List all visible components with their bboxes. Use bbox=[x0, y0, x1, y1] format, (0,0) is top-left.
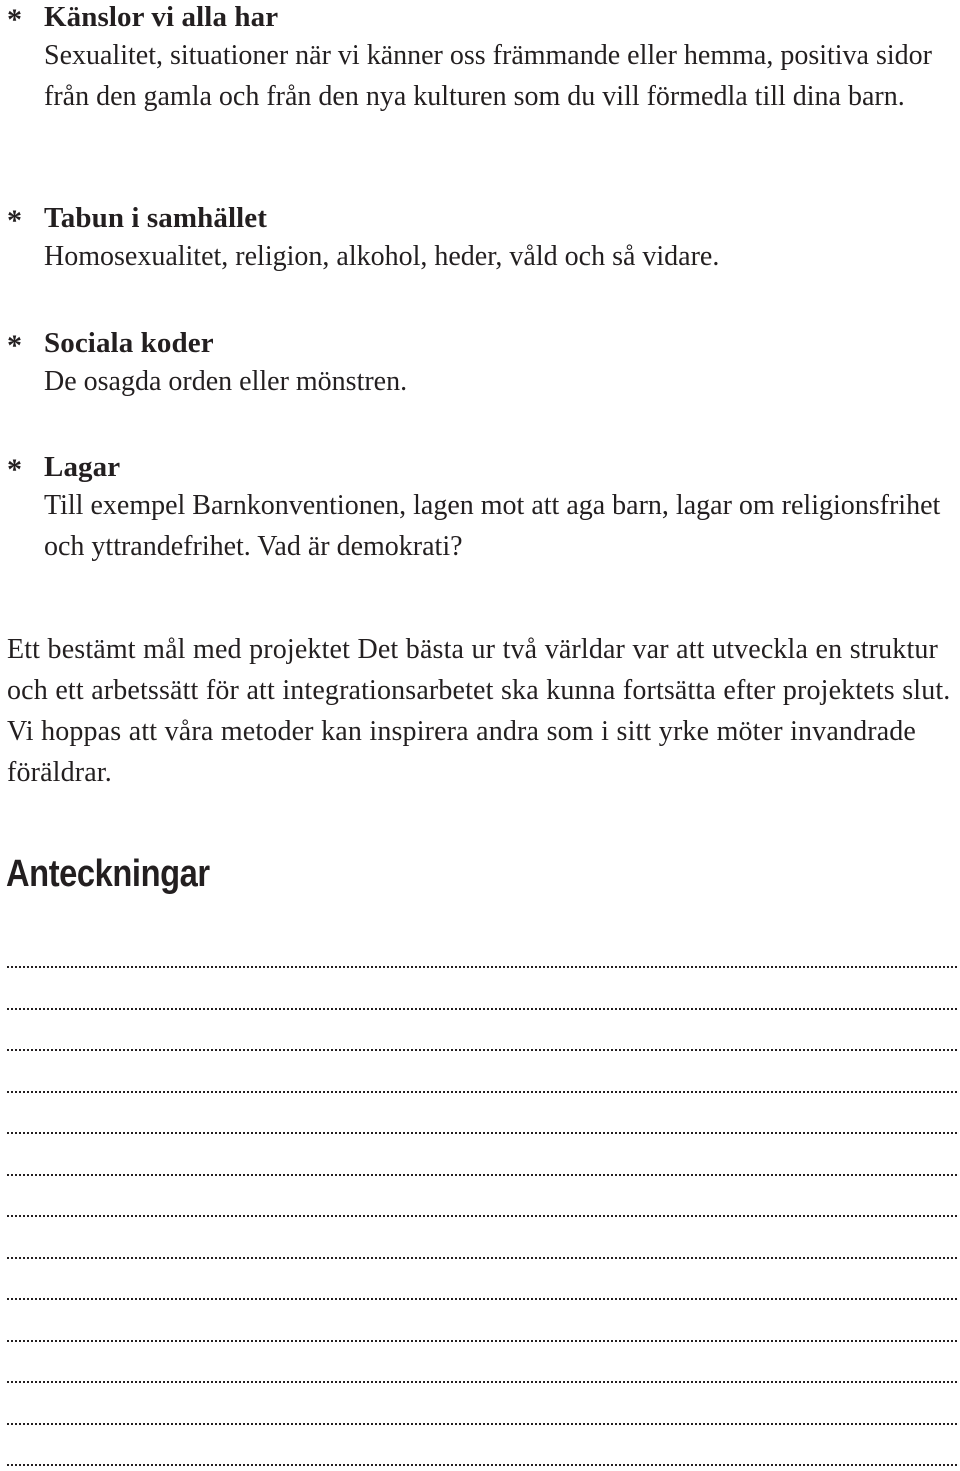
note-line bbox=[7, 1298, 957, 1300]
item-text: Till exempel Barnkonventionen, lagen mot att aga barn, lagar om religionsfrihet och yttrandefrihet. Vad är demokrati? bbox=[44, 490, 941, 562]
item-heading: Känslor vi alla har bbox=[44, 1, 279, 33]
note-line bbox=[7, 1049, 957, 1051]
note-line bbox=[7, 1091, 957, 1093]
note-line bbox=[7, 1132, 957, 1134]
item-text: Sexualitet, situationer när vi känner oss främmande eller hemma, positiva sidor från den gamla och från den nya kulturen som du vill förmedla till dina barn. bbox=[44, 40, 932, 112]
note-line bbox=[7, 1464, 957, 1466]
note-line bbox=[7, 1215, 957, 1217]
list-item bbox=[7, 201, 960, 277]
note-line bbox=[7, 1008, 957, 1010]
note-line bbox=[7, 1423, 957, 1425]
project-goal-paragraph: Ett bestämt mål med projektet Det bästa ur två världar var att utveckla en struktur och ett arbetssätt för att integrationsarbetet ska kunna fortsätta efter projektets slut. Vi hoppas att våra metoder kan inspirera andra som i sitt yrke möter invandrade föräldrar. bbox=[7, 634, 951, 788]
note-line bbox=[7, 1174, 957, 1176]
item-text: Homosexualitet, religion, alkohol, heder, våld och så vidare. bbox=[44, 241, 720, 272]
asterisk-bullet-icon: * bbox=[7, 453, 22, 486]
note-line bbox=[7, 1257, 957, 1259]
asterisk-bullet-icon: * bbox=[7, 204, 22, 237]
note-line bbox=[7, 1340, 957, 1342]
asterisk-bullet-icon: * bbox=[7, 3, 22, 36]
list-item bbox=[7, 0, 960, 117]
item-text: De osagda orden eller mönstren. bbox=[44, 366, 408, 397]
list-item bbox=[7, 450, 960, 567]
item-heading: Tabun i samhället bbox=[44, 202, 268, 234]
item-heading: Lagar bbox=[44, 451, 121, 483]
note-line bbox=[7, 966, 957, 968]
list-item bbox=[7, 326, 960, 402]
asterisk-bullet-icon: * bbox=[7, 329, 22, 362]
notes-heading: Anteckningar bbox=[6, 853, 210, 895]
note-line bbox=[7, 1381, 957, 1383]
item-heading: Sociala koder bbox=[44, 327, 214, 359]
